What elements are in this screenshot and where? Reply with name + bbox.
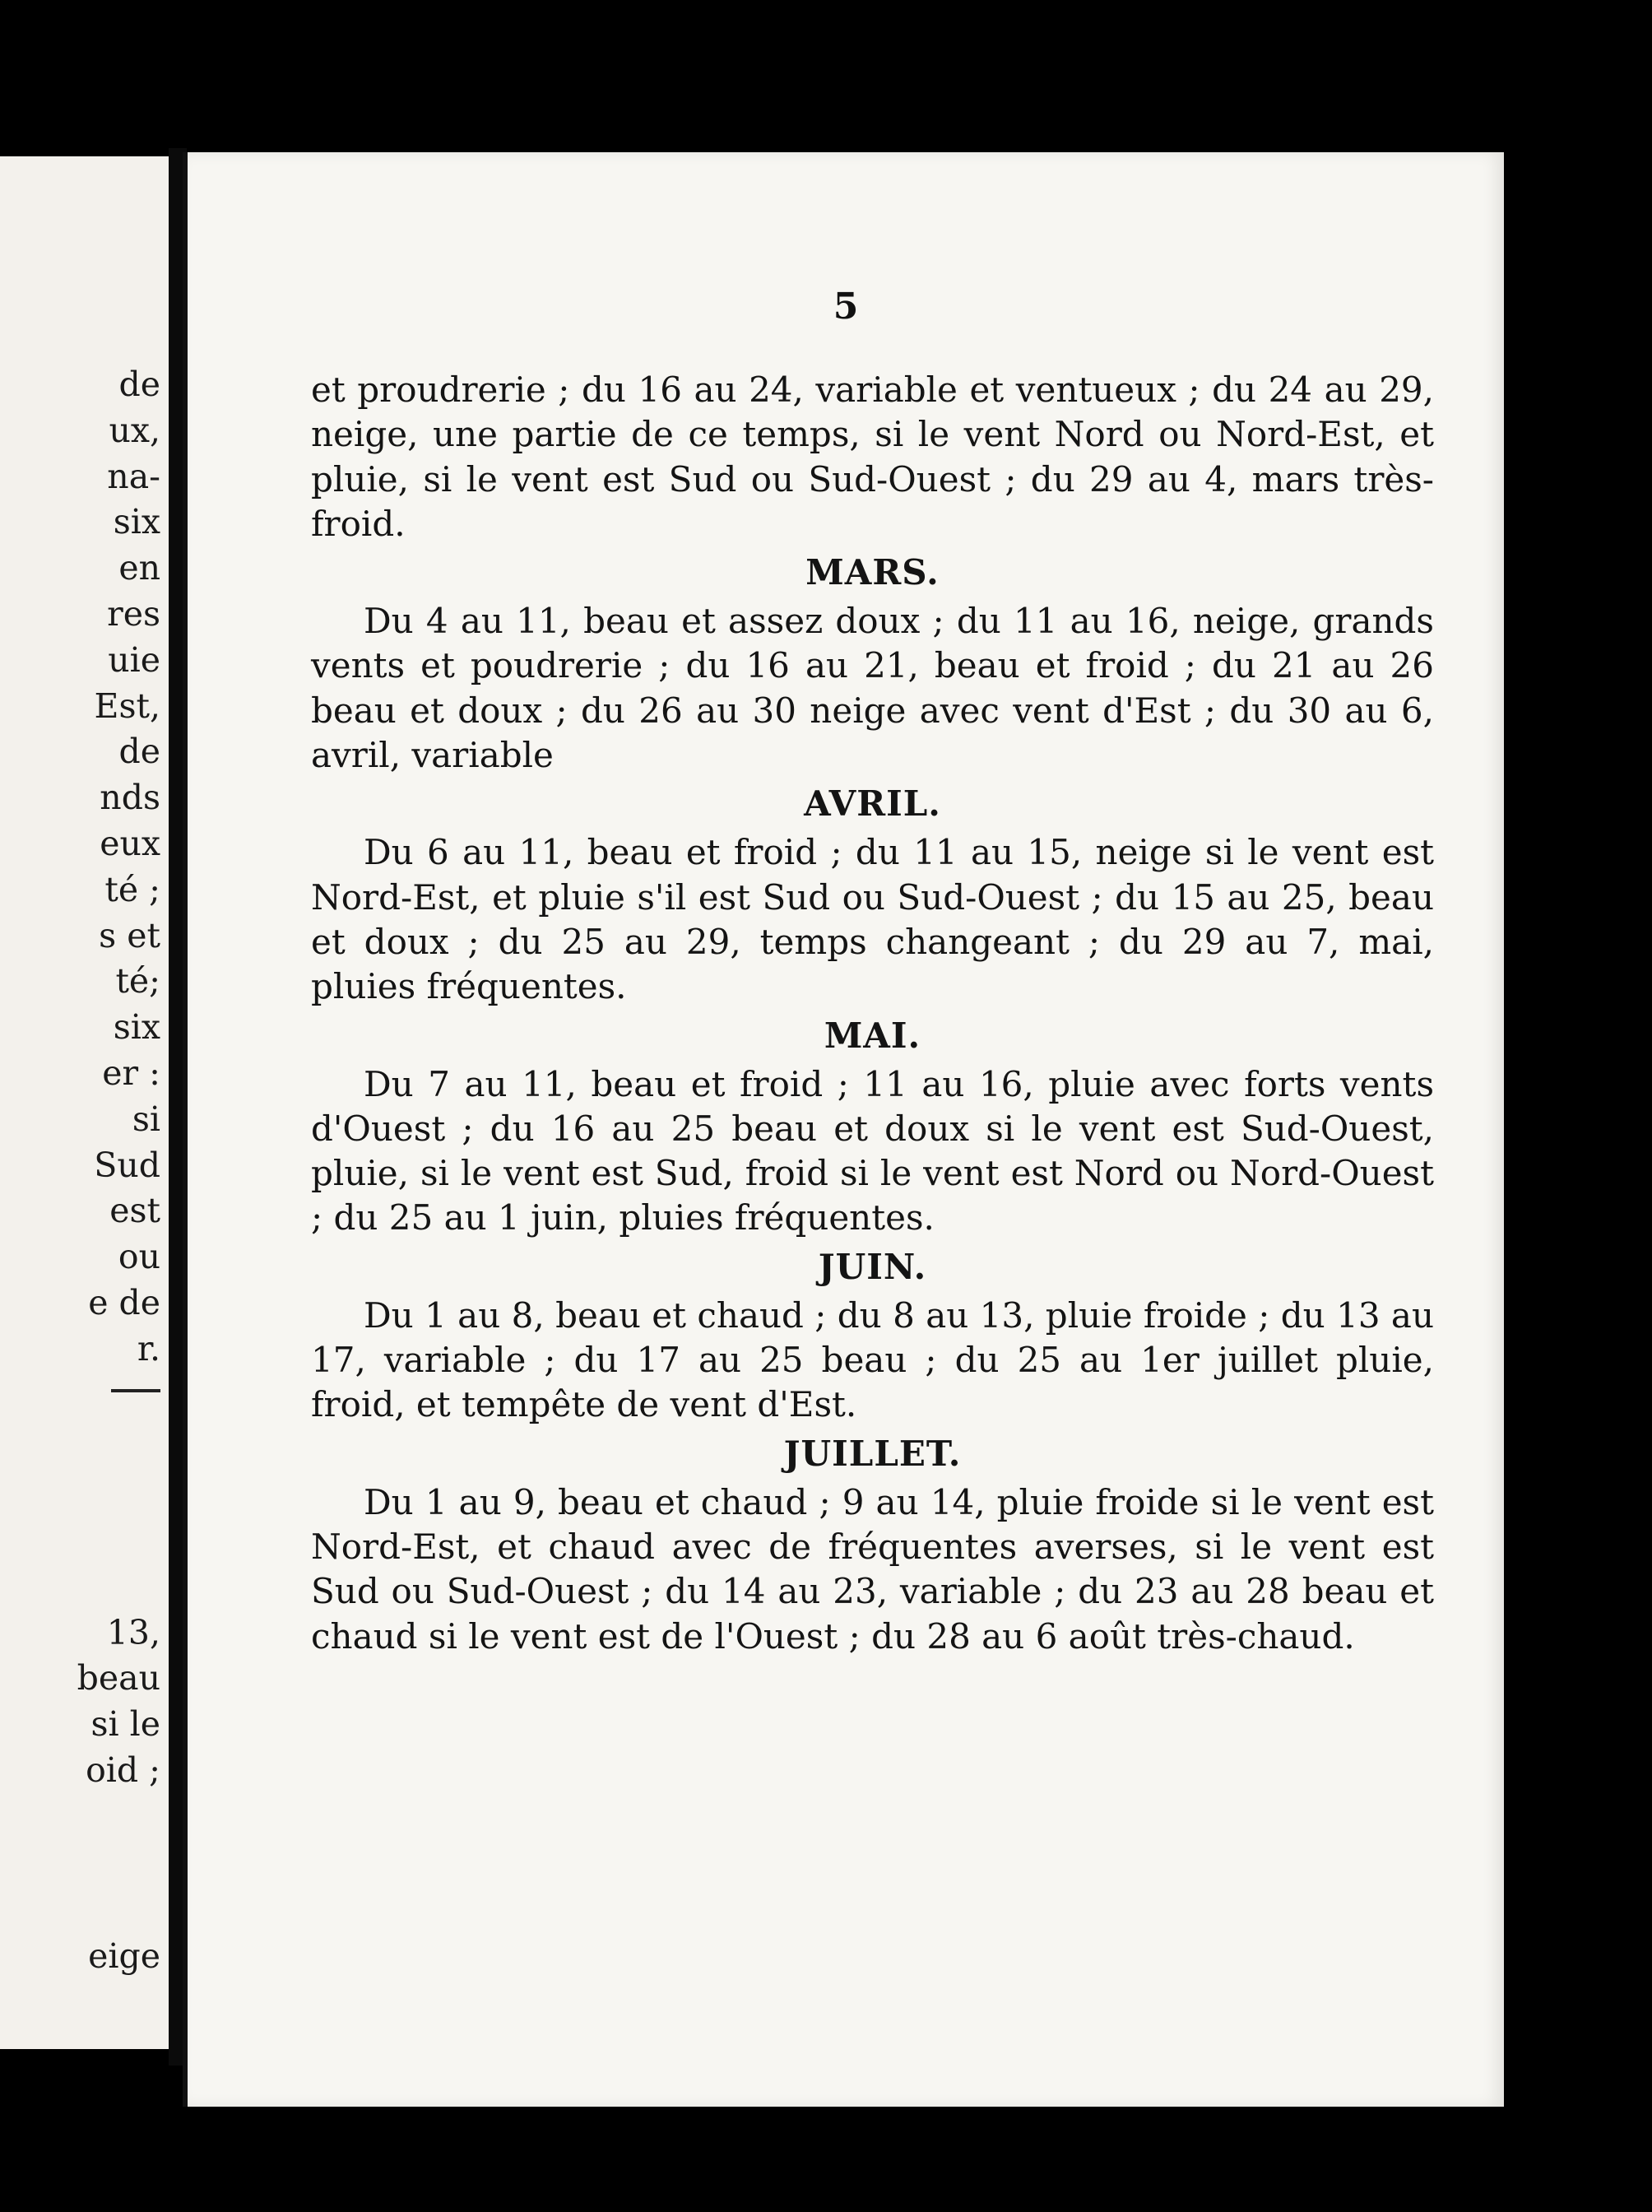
left-fragment: est [109,1191,160,1231]
left-fragment: en [118,548,160,588]
left-fragment: six [113,1007,160,1048]
left-fragment: eige [88,1936,160,1976]
left-fragment: r. [137,1328,160,1369]
section-text-avril: Du 6 au 11, beau et froid ; du 11 au 15, neige si le vent est Nord-Est, et pluie s'il est Sud ou Sud-Ouest ; du 15 au 25, beau et doux ; du 25 au 29, temps changeant ; du 29 au 7, mai, pluies fréquentes. [311,832,1434,1007]
left-fragment: Est, [94,685,160,726]
left-fragment: té; [115,961,160,1001]
left-fragment: si [132,1099,160,1139]
section-text-juin: Du 1 au 8, beau et chaud ; du 8 au 13, pluie froide ; du 13 au 17, variable ; du 17 au 25 beau ; du 25 au 1er juillet pluie, froid, et tempête de vent d'Est. [311,1294,1434,1425]
left-fragment: si le [90,1704,160,1745]
left-fragment: oid ; [86,1750,160,1790]
intro-paragraph: et proudrerie ; du 16 au 24, variable et ventueux ; du 24 au 29, neige, une partie de ce temps, si le vent Nord ou Nord-Est, et pluie, si le vent est Sud ou Sud-Ouest ; du 29 au 4, mars très-froid. [311,369,1434,544]
section-title-juillet: JUILLET. [783,1433,962,1474]
left-fragment: na- [107,456,160,496]
left-fragment: ou [118,1237,160,1277]
left-fragment: res [107,593,160,634]
section-text-juillet: Du 1 au 9, beau et chaud ; 9 au 14, pluie froide si le vent est Nord-Est, et chaud avec de fréquentes averses, si le vent est Sud ou Sud-Ouest ; du 14 au 23, variable ; du 23 au 28 beau et chaud si le vent est de l'Ouest ; du 28 au 6 août très-chaud. [311,1481,1434,1657]
left-fragment: s et [99,915,160,955]
left-fragment: ux, [109,410,160,450]
left-fragment: six [113,502,160,542]
left-fragment: beau [77,1658,160,1698]
left-fragment: de [118,365,160,404]
left-fragment: nds [100,778,160,818]
left-page-edge [0,156,169,2049]
left-fragment: 13, [106,1612,160,1652]
left-fragment: té ; [104,869,160,909]
left-fragment: de [118,732,160,772]
section-text-mai: Du 7 au 11, beau et froid ; 11 au 16, pluie avec forts vents d'Ouest ; du 16 au 25 beau et doux si le vent est Sud-Ouest, pluie, si le vent est Sud, froid si le vent est Nord ou Nord-Ouest ; du 25 au 1 juin, pluies fréquentes. [311,1063,1434,1238]
section-title-juin: JUIN. [818,1246,927,1287]
page-number: 5 [833,286,859,328]
section-title-mars: MARS. [805,552,940,593]
section-title-avril: AVRIL. [804,783,941,825]
left-page-divider [111,1389,160,1392]
page-body [311,368,1434,1659]
section-title-mai: MAI. [824,1015,921,1056]
left-fragment: er : [102,1053,160,1093]
left-fragment: eux [100,823,160,863]
left-fragment: Sud [94,1145,160,1185]
book-page [183,152,1504,2107]
left-page-text-fragments [12,362,160,1980]
left-fragment: uie [108,639,160,680]
left-fragment: e de [88,1282,160,1322]
section-text-mars: Du 4 au 11, beau et assez doux ; du 11 au 16, neige, grands vents et poudrerie ; du 16 au 21, beau et froid ; du 21 au 26 beau et doux ; du 26 au 30 neige avec vent d'Est ; du 30 au 6, avril, variable [311,601,1434,776]
